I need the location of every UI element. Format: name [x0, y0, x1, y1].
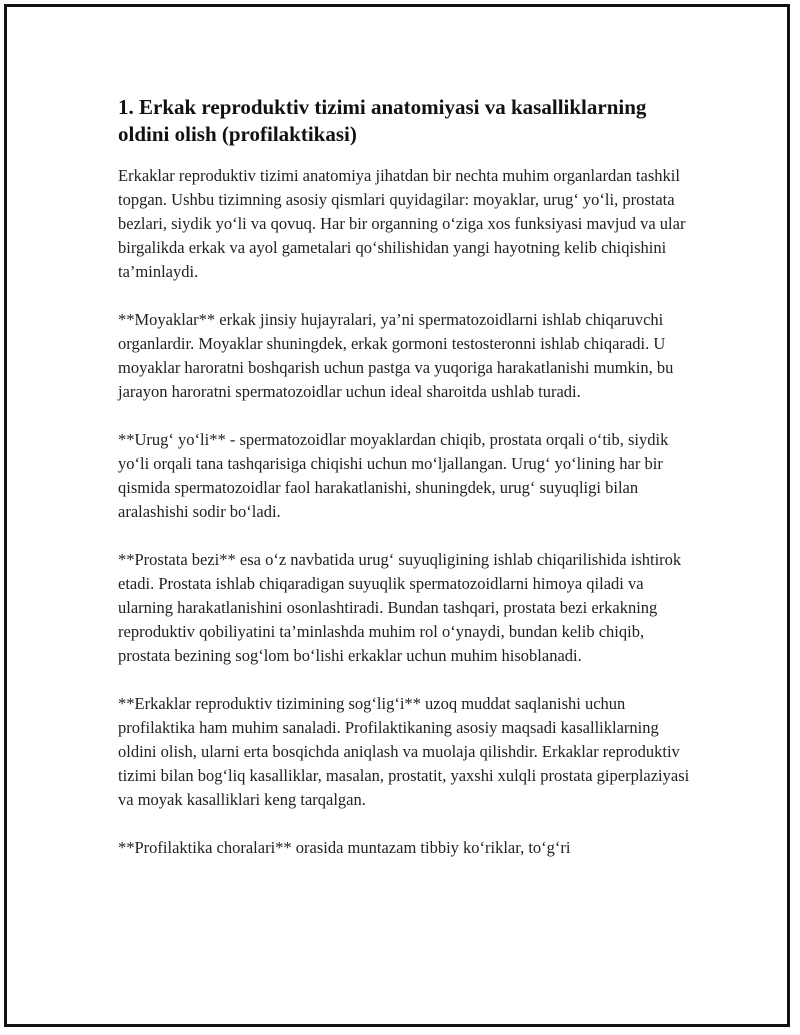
- document-body: [118, 94, 698, 884]
- paragraph-anatomy-intro: Erkaklar reproduktiv tizimi anatomiya jihatdan bir nechta muhim organlardan tashkil topgan. Ushbu tizimning asosiy qismlari quyidagilar: moyaklar, urug‘ yo‘li, prostata bezlari, siydik yo‘li va qovuq. Har bir organning o‘ziga xos funksiyasi mavjud va ular birgalikda erkak va ayol gametalari qo‘shilishidan yangi hayotning kelib chiqishini ta’minlaydi.: [118, 166, 686, 281]
- paragraph-testes: **Moyaklar** erkak jinsiy hujayralari, ya’ni spermatozoidlarni ishlab chiqaruvchi organlardir. Moyaklar shuningdek, erkak gormoni testosteronni ishlab chiqaradi. U moyaklar haroratni boshqarish uchun pastga va yuqoriga harakatlanishi mumkin, bu jarayon haroratni spermatozoidlar uchun ideal sharoitda ushlab turadi.: [118, 310, 674, 401]
- document-title: 1. Erkak reproduktiv tizimi anatomiyasi va kasalliklarning oldini olish (profilaktikasi): [118, 95, 647, 146]
- paragraph-prevention-measures: **Profilaktika choralari** orasida muntazam tibbiy ko‘riklar, to‘g‘ri: [118, 838, 571, 857]
- paragraph-reproductive-health: **Erkaklar reproduktiv tizimining sog‘lig‘i** uzoq muddat saqlanishi uchun profilaktika ham muhim sanaladi. Profilaktikaning asosiy maqsadi kasalliklarning oldini olish, ularni erta bosqichda aniqlash va muolaja qilishdir. Erkaklar reproduktiv tizimi bilan bog‘liq kasalliklar, masalan, prostatit, yaxshi xulqli prostata giperplaziyasi va moyak kasalliklari keng tarqalgan.: [118, 694, 690, 809]
- paragraph-seminal-duct: **Urug‘ yo‘li** - spermatozoidlar moyaklardan chiqib, prostata orqali o‘tib, siydik yo‘li orqali tana tashqarisiga chiqishi uchun mo‘ljallangan. Urug‘ yo‘lining har bir qismida spermatozoidlar faol harakatlanishi, shuningdek, urug‘ suyuqligi bilan aralashishi sodir bo‘ladi.: [118, 430, 669, 521]
- paragraph-prostate: **Prostata bezi** esa o‘z navbatida urug‘ suyuqligining ishlab chiqarilishida ishtirok etadi. Prostata ishlab chiqaradigan suyuqlik spermatozoidlarni himoya qiladi va ularning harakatlanishini osonlashtiradi. Bundan tashqari, prostata bezi erkakning reproduktiv qobiliyatini ta’minlashda muhim rol o‘ynaydi, bundan kelib chiqib, prostata bezining sog‘lom bo‘lishi erkaklar uchun muhim hisoblanadi.: [118, 550, 682, 665]
